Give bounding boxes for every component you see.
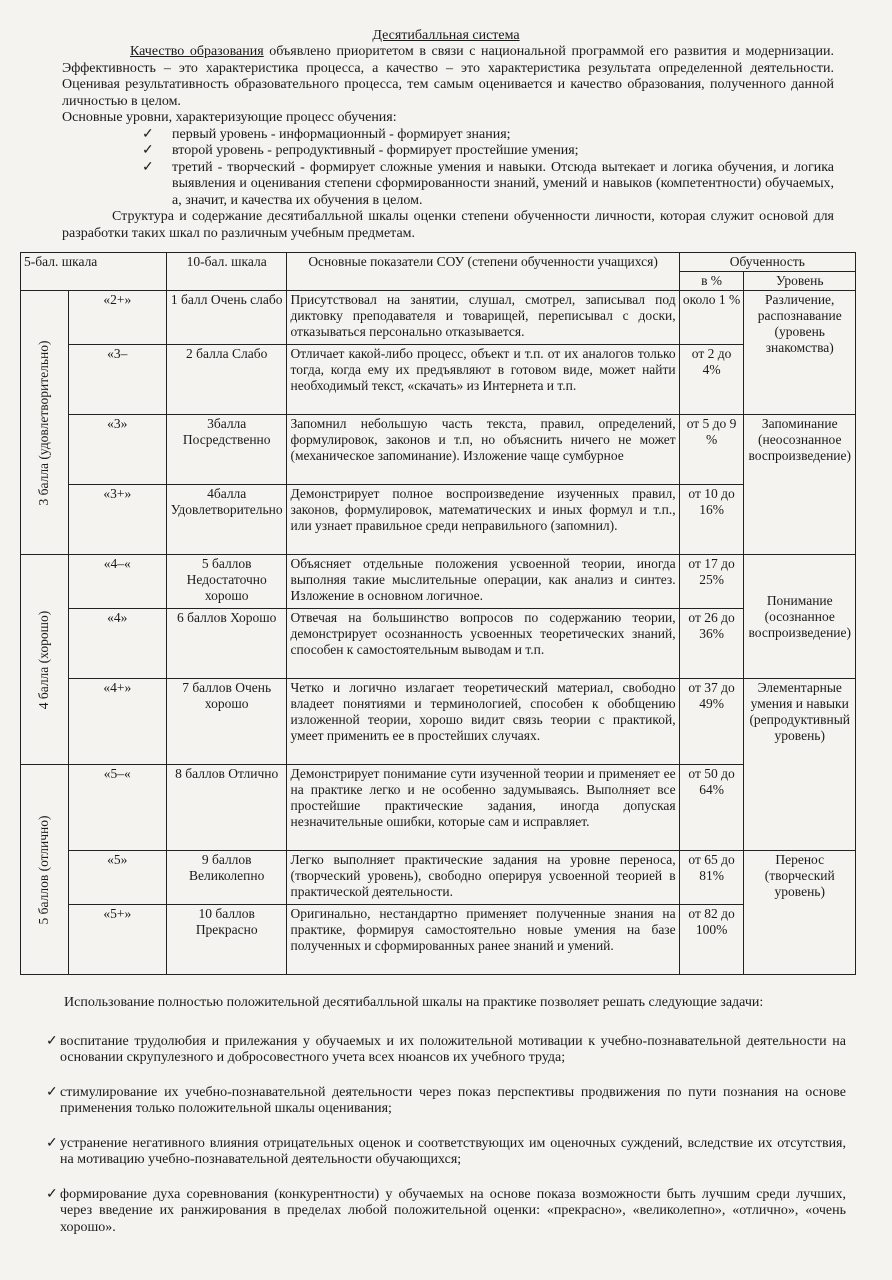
- group-cell-5: 5 баллов (отлично): [21, 765, 69, 975]
- desc-cell: Отвечая на большинство вопросов по содержанию теории, демонстрирует осознанность усвоенных теоретических знаний, способен к самостоятельным выводам и т.п.: [287, 609, 679, 679]
- task-item: ✓ стимулирование их учебно-познавательной деятельности через показ перспективы продвижения по пути познания на основе применения только положительной шкалы оценивания;: [46, 1084, 846, 1116]
- levels-heading: Основные уровни, характеризующие процесс обучения:: [62, 110, 397, 125]
- desc-cell: Четко и логично излагает теоретический материал, свободно владеет понятиями и терминологией, способен к обобщению изложенной теории, хорошо видит связь теории с практикой, умеет применить ее в простейших случаях.: [287, 679, 679, 765]
- level-cell: Перенос (творческий уровень): [744, 851, 856, 975]
- level-cell: Различение, распознавание (уровень знакомства): [744, 291, 856, 415]
- table-row: [21, 291, 856, 345]
- desc-cell: Объясняет отдельные положения усвоенной теории, иногда выполняя такие мыслительные операции, как анализ и синтез. Изложение в основном логичное.: [287, 555, 679, 609]
- level-cell: Понимание (осознанное воспроизведение): [744, 555, 856, 679]
- table-header-row: [21, 253, 856, 272]
- desc-cell: Запомнил небольшую часть текста, правил, определений, формулировок, законов и т.п, но объяснить ничего не может (механическое запоминание). Изложение чаще сумбурное: [287, 415, 679, 485]
- task-item: ✓ устранение негативного влияния отрицательных оценок и соответствующих им оценочных суждений, вследствие их отсутствия, на мотивацию учебно-познавательной деятельности обучающихся;: [46, 1135, 846, 1167]
- list-item: ✓ второй уровень - репродуктивный - формирует простейшие умения;: [142, 143, 579, 158]
- pct-cell: около 1 %: [679, 291, 744, 345]
- outro-lead: Использование полностью положительной десятибалльной шкалы на практике позволяет решать следующие задачи:: [64, 995, 764, 1010]
- mark-cell: «4»: [68, 609, 166, 679]
- table-row: [21, 485, 856, 555]
- outro-section: [46, 995, 846, 1236]
- check-icon: ✓: [142, 126, 154, 142]
- list-item: ✓ первый уровень - информационный - формирует знания;: [142, 126, 511, 142]
- table-row: [21, 345, 856, 415]
- table-row: [21, 555, 856, 609]
- header-percent: в %: [679, 272, 744, 291]
- pct-cell: от 50 до 64%: [679, 765, 744, 851]
- pct-cell: от 2 до 4%: [679, 345, 744, 415]
- header-indicators: Основные показатели СОУ (степени обученности учащихся): [287, 253, 679, 291]
- mark-cell: «3»: [68, 415, 166, 485]
- mark-cell: «5–«: [68, 765, 166, 851]
- desc-cell: Присутствовал на занятии, слушал, смотрел, записывал под диктовку преподавателя и товарищей, переписывал с доски, отказываться персонально отказывается.: [287, 291, 679, 345]
- mark-cell: «5»: [68, 851, 166, 905]
- check-icon: ✓: [46, 1135, 58, 1151]
- grade-cell: 9 баллов Великолепно: [166, 851, 287, 905]
- header-scale5: 5-бал. шкала: [21, 253, 167, 291]
- header-level: Уровень: [744, 272, 856, 291]
- page-title: Десятибалльная система: [372, 28, 520, 43]
- desc-cell: Демонстрирует понимание сути изученной теории и применяет ее на практике легко и не особенно задумываясь. Выполняет все простейшие практические задания, иногда допуская незначительные ошибки, которые сам и исправляет.: [287, 765, 679, 851]
- mark-cell: «4+»: [68, 679, 166, 765]
- grade-cell: 2 балла Слабо: [166, 345, 287, 415]
- group-cell-3: 3 балла (удовлетворительно): [21, 291, 69, 555]
- desc-cell: Оригинально, нестандартно применяет полученные знания на практике, формируя самостоятельно новые умения на базе полученных и сформированных ранее знаний и умений.: [287, 905, 679, 975]
- level-cell: Элементарные умения и навыки (репродуктивный уровень): [744, 679, 856, 851]
- grade-cell: 4балла Удовлетворительно: [166, 485, 287, 555]
- check-icon: ✓: [142, 159, 154, 175]
- level-cell: Запоминание (неосознанное воспроизведение): [744, 415, 856, 555]
- grade-cell: 7 баллов Очень хорошо: [166, 679, 287, 765]
- intro-section: [62, 44, 834, 242]
- check-icon: ✓: [46, 1033, 58, 1049]
- intro-paragraph-text: объявлено приоритетом в связи с национальной программой его развития и модернизации. Эффективность – это характеристика процесса, а качество – это характеристика результата определенной деятельности. Оценивая результативность образовательного процесса, тем самым оценивается и качество образования, полученного данной личностью в целом.: [62, 44, 834, 109]
- table-row: [21, 609, 856, 679]
- header-scale10: 10-бал. шкала: [166, 253, 287, 291]
- table-row: [21, 765, 856, 851]
- pct-cell: от 26 до 36%: [679, 609, 744, 679]
- mark-cell: «5+»: [68, 905, 166, 975]
- intro-paragraph: [62, 44, 834, 110]
- mark-cell: «3–: [68, 345, 166, 415]
- task-item: ✓ воспитание трудолюбия и прилежания у обучаемых и их положительной мотивации к учебно-познавательной деятельности на основании скрупулезного и добросовестного учета всех нюансов их учебного труда;: [46, 1033, 846, 1065]
- group-cell-4: 4 балла (хорошо): [21, 555, 69, 765]
- task-item: ✓ формирование духа соревнования (конкурентности) у обучаемых на основе показа возможности быть лучшим среди лучших, через введение их ранжирования в пределах любой положительной оценки: «прекрасно», «великолепно», «отлично», «очень хорошо».: [46, 1186, 846, 1235]
- header-learning: Обученность: [679, 253, 855, 272]
- grade-cell: 10 баллов Прекрасно: [166, 905, 287, 975]
- list-item: ✓ третий - творческий - формирует сложные умения и навыки. Отсюда вытекает и логика обучения, и логика выявления и оценивания степени сформированности знаний, умений и навыков (компетентности) обучаемых, а, значит, и качества их обучения в целом.: [142, 159, 834, 208]
- pct-cell: от 17 до 25%: [679, 555, 744, 609]
- check-icon: ✓: [46, 1084, 58, 1100]
- check-icon: ✓: [46, 1186, 58, 1202]
- grade-cell: 3балла Посредственно: [166, 415, 287, 485]
- grade-cell: 8 баллов Отлично: [166, 765, 287, 851]
- check-icon: ✓: [142, 143, 154, 158]
- levels-list: [62, 127, 834, 210]
- grade-cell: 5 баллов Недостаточно хорошо: [166, 555, 287, 609]
- table-row: [21, 851, 856, 905]
- table-row: [21, 905, 856, 975]
- grade-cell: 1 балл Очень слабо: [166, 291, 287, 345]
- mark-cell: «2+»: [68, 291, 166, 345]
- pct-cell: от 82 до 100%: [679, 905, 744, 975]
- grading-scale-table: [20, 252, 856, 975]
- desc-cell: Отличает какой-либо процесс, объект и т.п. от их аналогов только тогда, когда ему их предъявляют в готовом виде, может найти необходимый текст, «скачать» из Интернета и т.п.: [287, 345, 679, 415]
- grade-cell: 6 баллов Хорошо: [166, 609, 287, 679]
- pct-cell: от 65 до 81%: [679, 851, 744, 905]
- table-row: [21, 679, 856, 765]
- pct-cell: от 5 до 9 %: [679, 415, 744, 485]
- desc-cell: Демонстрирует полное воспроизведение изученных правил, законов, формулировок, математических и иных формул и т.п., или узнает правильное среди неправильного (запомнил).: [287, 485, 679, 555]
- structure-paragraph: Структура и содержание десятибалльной шкалы оценки степени обученности личности, которая служит основой для разработки таких шкал по различным учебным предметам.: [62, 209, 834, 241]
- desc-cell: Легко выполняет практические задания на уровне переноса, (творческий уровень), свободно оперируя усвоенной теорией в практической деятельности.: [287, 851, 679, 905]
- mark-cell: «4–«: [68, 555, 166, 609]
- quality-term: Качество образования: [130, 44, 264, 59]
- mark-cell: «3+»: [68, 485, 166, 555]
- pct-cell: от 10 до 16%: [679, 485, 744, 555]
- table-row: [21, 415, 856, 485]
- pct-cell: от 37 до 49%: [679, 679, 744, 765]
